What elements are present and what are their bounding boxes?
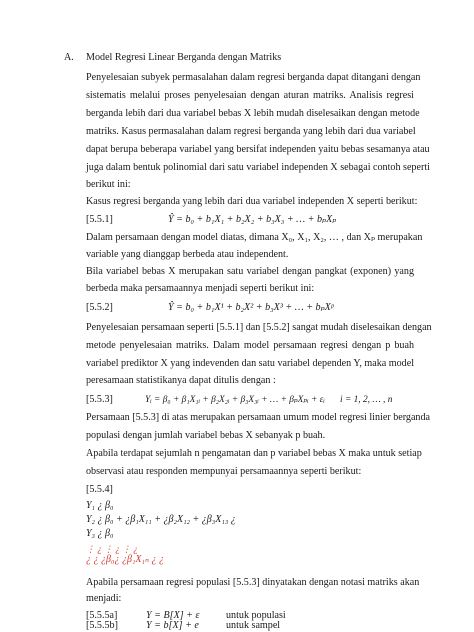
equation-label: [5.5.5b] [86,620,118,631]
section-heading [64,52,281,64]
case-line: Kasus regresi berganda yang lebih dari dua variabel independen X seperti berikut: [86,196,418,207]
paragraph-line: berikut ini: [86,179,131,190]
paragraph-line: Penyelesaian subyek permasalahan dalam regresi berganda dapat ditangani dengan [86,72,421,83]
equation-label: [5.5.1] [86,214,113,225]
equation-label: [5.5.4] [86,484,113,495]
paragraph-line: menjadi: [86,593,122,604]
paragraph-line: Dalam persamaan dengan model diatas, dimana X₀, X₁, X₂, … , dan Xₚ merupakan [86,232,423,243]
paragraph-line: Persamaan [5.5.3] di atas merupakan persamaan umum model regresi linier berganda [86,412,431,423]
system-row: ⋮ ¿ ⋮ ¿ ⋮ ¿ [86,544,138,554]
equation-note: untuk populasi [226,610,286,621]
equation-551: Ŷ = b₀ + b₁X₁ + b₂X₂ + b₃X₃ + … + bₚXₚ [168,214,337,225]
paragraph-line: juga dalam bentuk polinomial dari satu variabel independen X sebagai contoh seperti [86,162,430,173]
system-row: Y₁ ¿ β₀ [86,500,114,511]
equation-note: untuk sampel [226,620,281,631]
equation-553: Yᵢ = β₀ + β₁X₁ᵢ + β₂X₂ᵢ + β₃X₃ᵢ + … + βₚXₚᵢ + εᵢ [145,395,325,405]
paragraph-line: populasi dengan jumlah variabel bebas X sebanyak p buah. [86,430,326,441]
paragraph-line: variable yang dianggap berbeda atau independent. [86,249,289,260]
equation-555b: Y = b[X] + e [146,620,199,631]
equation-552: Ŷ = b₀ + b₁X¹ + b₂X² + b₃X³ + … + bₚXᵖ [168,302,334,313]
section-number: A. [64,52,74,63]
equation-label: [5.5.5a] [86,610,118,621]
paragraph-line: sistematis melalui proses penyelesaian dengan aturan matriks. Analisis regresi [86,90,414,101]
paragraph-line: Apabila terdapat sejumlah n pengamatan dan p variabel bebas X maka untuk setiap [86,448,422,459]
equation-553-range: i = 1, 2, … , n [340,395,393,405]
paragraph-line: berbeda maka persamaannya menjadi seperti berikut ini: [86,283,315,294]
paragraph-line: matriks. Kasus permasalahan dalam regresi berganda yang lebih dari dua variabel [86,126,416,137]
equation-555a: Y = B[X] + ε [146,610,200,621]
paragraph-line: metode penyelesaian matriks. Dalam model persamaan regresi dengan p buah [86,340,414,351]
system-row: Y₂ ¿ β₀ + ¿β₁X₁₁ + ¿β₂X₁₂ + ¿β₃X₁₃ ¿ [86,514,236,525]
paragraph-line: berganda lebih dari dua variabel bebas X lebih mudah diselesaikan dengan metode [86,108,420,119]
paragraph-line: dapat berupa beberapa variabel yang bersifat independen yaitu bebas sesamanya atau [86,144,430,155]
paragraph-line: Bila variabel bebas X merupakan satu variabel dengan pangkat (exponen) yang [86,266,414,277]
equation-label: [5.5.2] [86,302,113,313]
paragraph-line: Apabila persamaan regresi populasi [5.5.3] dinyatakan dengan notasi matriks akan [86,577,420,588]
paragraph-line: Penyelesaian persamaan seperti [5.5.1] dan [5.5.2] sangat mudah diselesaikan dengan [86,322,432,333]
section-title: Model Regresi Linear Berganda dengan Matriks [86,52,282,63]
paragraph-line: observasi atau responden mempunyai persamaannya seperti berikut: [86,466,362,477]
paragraph-line: peresamaan statistikanya dapat ditulis dengan : [86,375,276,386]
equation-label: [5.5.3] [86,394,113,405]
system-row: Y₃ ¿ β₀ [86,528,114,539]
system-row: ¿ ¿ ¿β₀¿ ¿β₁X₁ₙ ¿ ¿ [86,554,165,565]
paragraph-line: variabel prediktor X yang indevenden dan satu variabel dependen Y, maka model [86,358,414,369]
